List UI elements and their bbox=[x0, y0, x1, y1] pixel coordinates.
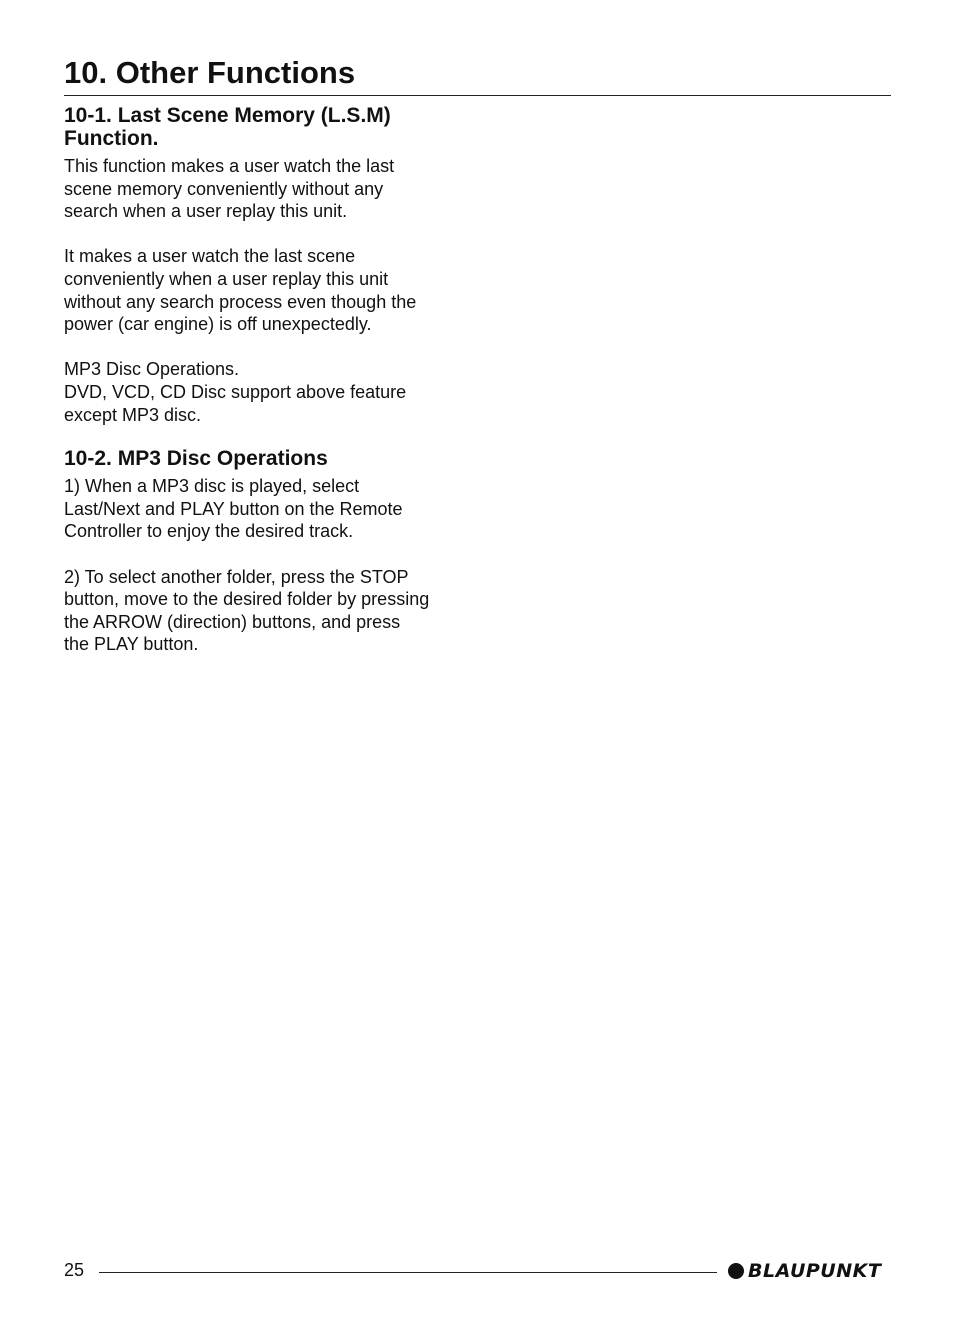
footer-divider bbox=[99, 1272, 717, 1273]
section-heading-lsm bbox=[64, 104, 474, 150]
section-heading-mp3: 10-2. MP3 Disc Operations bbox=[64, 447, 328, 471]
text-line: except MP3 disc. bbox=[64, 404, 202, 425]
section-heading-line: Function. bbox=[64, 127, 159, 150]
text-line: 1) When a MP3 disc is played, select bbox=[64, 476, 360, 497]
title-divider bbox=[64, 95, 891, 96]
brand-logo bbox=[728, 1259, 881, 1283]
text-line: search when a user replay this unit. bbox=[64, 201, 348, 222]
main-content bbox=[64, 104, 474, 656]
text-line: Last/Next and PLAY button on the Remote bbox=[64, 498, 403, 519]
text-line: Controller to enjoy the desired track. bbox=[64, 521, 354, 542]
paragraph bbox=[64, 475, 474, 543]
text-line: This function makes a user watch the last bbox=[64, 156, 395, 176]
section-heading-line: 10-1. Last Scene Memory (L.S.M) bbox=[64, 104, 391, 127]
text-line: button, move to the desired folder by pressing bbox=[64, 589, 430, 610]
text-line: the ARROW (direction) buttons, and press bbox=[64, 611, 401, 632]
paragraph bbox=[64, 245, 474, 335]
text-line: 2) To select another folder, press the STOP bbox=[64, 566, 409, 587]
page-number: 25 bbox=[64, 1260, 85, 1280]
paragraph bbox=[64, 358, 474, 426]
text-line: DVD, VCD, CD Disc support above feature bbox=[64, 381, 407, 402]
text-line: MP3 Disc Operations. bbox=[64, 359, 240, 380]
paragraph bbox=[64, 155, 474, 223]
text-line: scene memory conveniently without any bbox=[64, 178, 384, 199]
brand-dot-icon bbox=[728, 1263, 744, 1279]
paragraph bbox=[64, 566, 474, 656]
page-title: 10. Other Functions bbox=[64, 55, 356, 90]
text-line: without any search process even though the bbox=[64, 291, 417, 312]
brand-name: BLAUPUNKT bbox=[748, 1260, 882, 1282]
text-line: power (car engine) is off unexpectedly. bbox=[64, 314, 372, 335]
text-line: the PLAY button. bbox=[64, 634, 199, 655]
text-line: conveniently when a user replay this unit bbox=[64, 268, 389, 289]
text-line: It makes a user watch the last scene bbox=[64, 246, 356, 267]
